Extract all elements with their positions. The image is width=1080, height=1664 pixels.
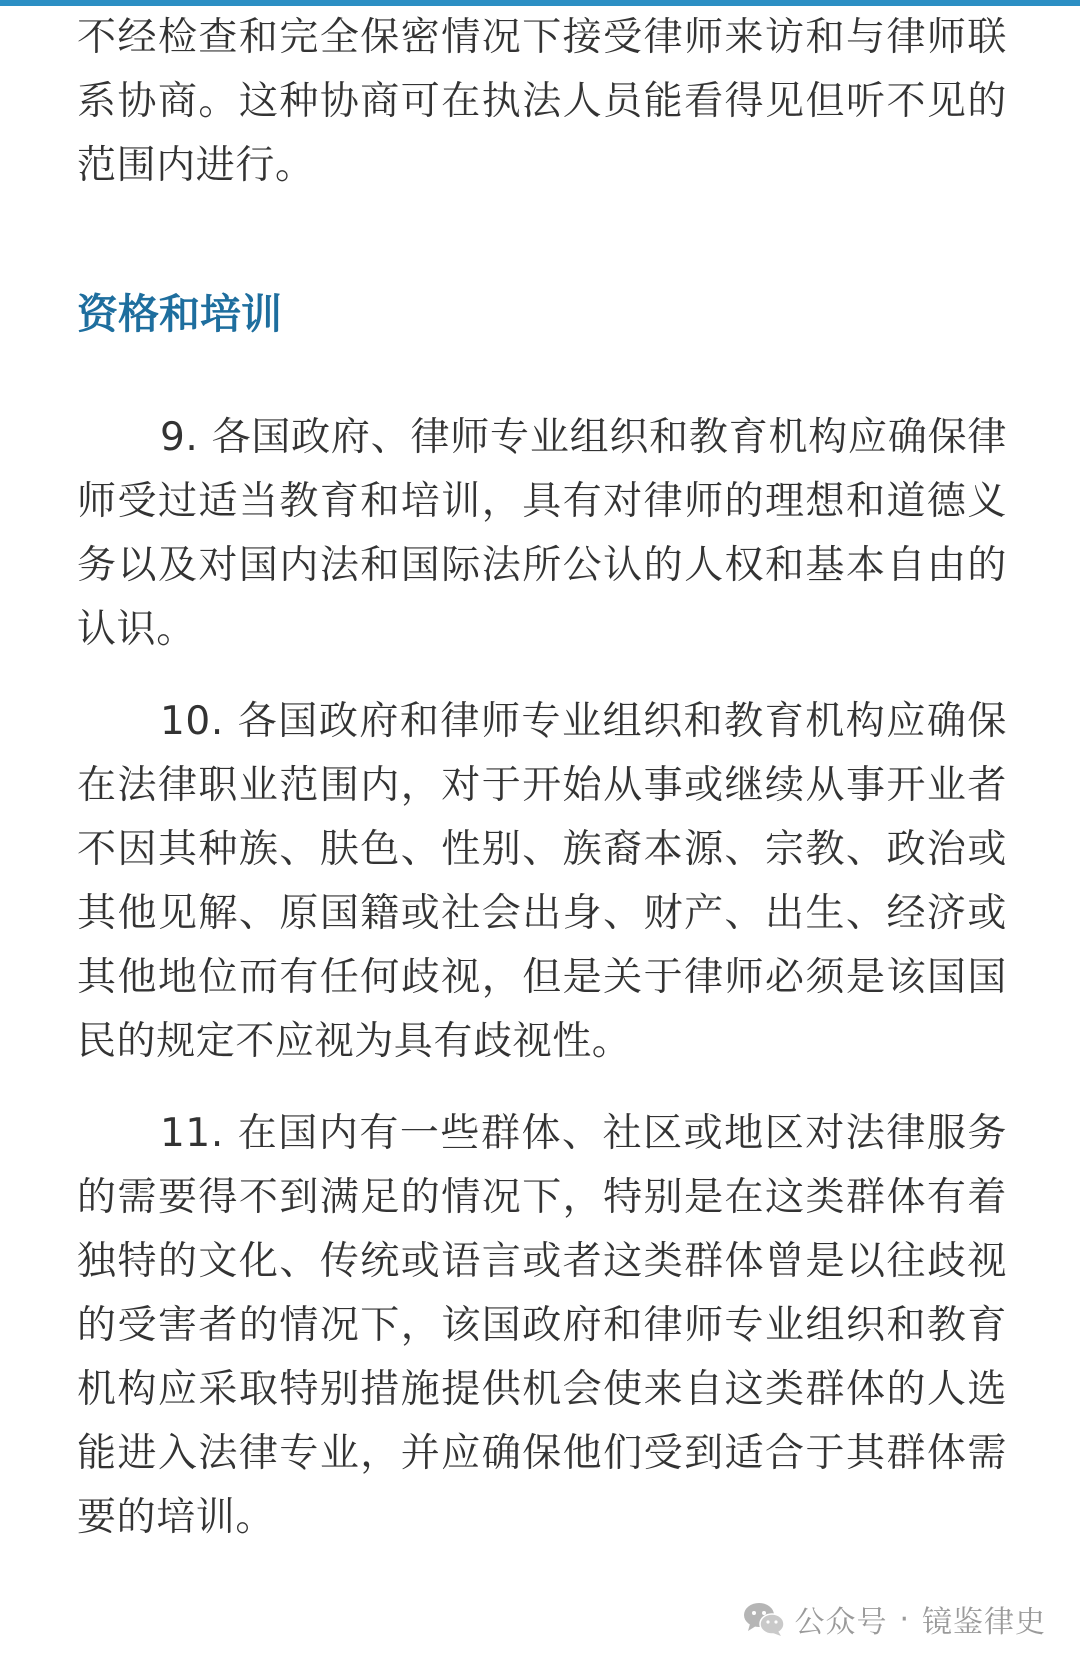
article-paragraph-11: 11. 在国内有一些群体、社区或地区对法律服务的需要得不到满足的情况下，特别是在这类群体有着独特的文化、传统或语言或者这类群体曾是以往歧视的受害者的情况下，该国政府和律师专业组织和教育机构应采取特别措施提供机会使来自这类群体的人选能进入法律专业，并应确保他们受到适合于其群体需要的培训。 [77,1111,1007,1540]
article-paragraph-9: 9. 各国政府、律师专业组织和教育机构应确保律师受过适当教育和培训，具有对律师的理想和道德义务以及对国内法和国际法所公认的人权和基本自由的认识。 [77,415,1007,652]
wechat-icon [742,1600,786,1638]
wechat-watermark [742,1594,1046,1644]
intro-paragraph: 不经检查和完全保密情况下接受律师来访和与律师联系协商。这种协商可在执法人员能看得见但听不见的范围内进行。 [77,15,1007,188]
section-heading: 资格和培训 [77,290,282,338]
watermark-separator: · [899,1601,910,1637]
watermark-label: 公众号 [794,1605,888,1640]
watermark-account: 镜鉴律史 [922,1605,1046,1640]
article-body [77,6,1007,1550]
article-paragraph-10: 10. 各国政府和律师专业组织和教育机构应确保在法律职业范围内，对于开始从事或继续从事开业者不因其种族、肤色、性别、族裔本源、宗教、政治或其他见解、原国籍或社会出身、财产、出生、经济或其他地位而有任何歧视，但是关于律师必须是该国国民的规定不应视为具有歧视性。 [77,699,1007,1064]
